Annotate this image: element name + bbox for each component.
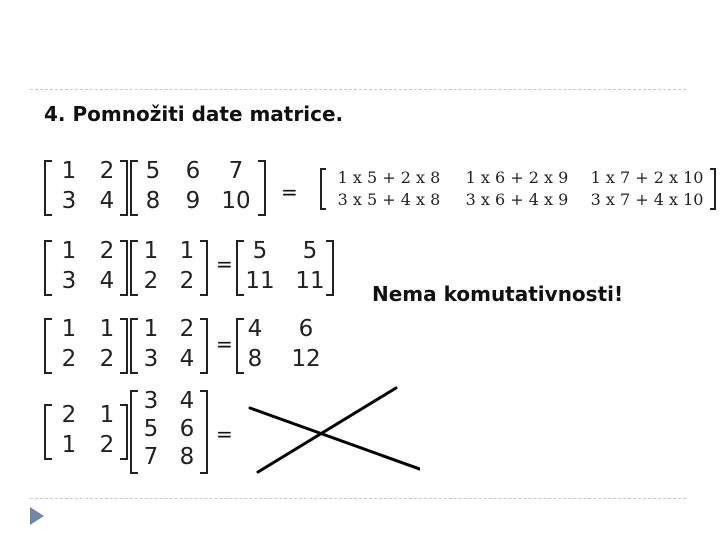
matrix-cell: 5	[145, 158, 161, 184]
matrix-cell: 3	[143, 346, 159, 372]
row2-right-matrix	[130, 240, 208, 296]
matrix-cell: 1	[143, 238, 159, 264]
row4-right-matrix	[130, 390, 208, 474]
matrix-cell: 2	[179, 268, 195, 294]
matrix-cell: 4	[99, 188, 115, 214]
matrix-cell: 6	[298, 316, 314, 342]
matrix-cell: 12	[291, 346, 321, 372]
row1-left-matrix	[44, 160, 128, 216]
equals-sign-row-4: =	[216, 422, 233, 446]
matrix-cell: 6	[179, 416, 195, 442]
matrix-cell: 1	[61, 316, 77, 342]
row3-left-matrix	[44, 318, 128, 374]
matrix-cell: 6	[185, 158, 201, 184]
bullet-arrow-icon	[30, 507, 44, 525]
matrix-cell: 8	[247, 346, 263, 372]
matrix-cell: 1 x 6 + 2 x 9	[465, 168, 569, 187]
matrix-cell: 3 x 6 + 4 x 9	[465, 190, 569, 209]
row2-result-matrix	[236, 240, 334, 296]
matrix-cell: 3 x 5 + 4 x 8	[337, 190, 441, 209]
matrix-cell: 3	[61, 188, 77, 214]
matrix-cell: 1	[61, 158, 77, 184]
matrix-cell: 1	[179, 238, 195, 264]
matrix-cell: 4	[99, 268, 115, 294]
matrix-cell: 7	[143, 444, 159, 470]
matrix-cell: 8	[145, 188, 161, 214]
matrix-cell: 2	[179, 316, 195, 342]
row1-right-matrix	[130, 160, 266, 216]
matrix-cell: 11	[245, 268, 275, 294]
row3-right-matrix	[130, 318, 208, 374]
equals-sign-row-1: =	[281, 180, 298, 204]
matrix-cell: 1	[143, 316, 159, 342]
matrix-cell: 10	[221, 188, 251, 214]
matrix-cell: 1	[99, 316, 115, 342]
matrix-cell: 4	[179, 388, 195, 414]
matrix-cell: 2	[99, 432, 115, 458]
equals-sign-row-2: =	[216, 252, 233, 276]
matrix-cell: 4	[179, 346, 195, 372]
non-commutativity-note: Nema komutativnosti!	[372, 282, 624, 306]
matrix-cell: 1	[61, 432, 77, 458]
matrix-cell: 5	[302, 238, 318, 264]
matrix-cell: 2	[99, 158, 115, 184]
matrix-cell: 3	[61, 268, 77, 294]
row1-result-matrix	[320, 168, 716, 210]
matrix-cell: 1	[61, 238, 77, 264]
matrix-cell: 5	[252, 238, 268, 264]
matrix-cell: 2	[99, 238, 115, 264]
matrix-cell: 2	[61, 346, 77, 372]
matrix-cell: 7	[228, 158, 244, 184]
matrix-cell: 3 x 7 + 4 x 10	[590, 190, 704, 209]
matrix-cell: 1	[99, 402, 115, 428]
equals-sign-row-3: =	[216, 332, 233, 356]
matrix-cell: 1 x 5 + 2 x 8	[337, 168, 441, 187]
matrix-cell: 1 x 7 + 2 x 10	[590, 168, 704, 187]
slide-title: 4. Pomnožiti date matrice.	[44, 102, 344, 126]
matrix-cell: 9	[185, 188, 201, 214]
matrix-cell: 2	[61, 402, 77, 428]
matrix-cell: 8	[179, 444, 195, 470]
matrix-cell: 2	[143, 268, 159, 294]
bottom-divider	[30, 498, 686, 499]
matrix-cell: 3	[143, 388, 159, 414]
cross-out-mark	[240, 380, 420, 480]
matrix-cell: 5	[143, 416, 159, 442]
matrix-cell: 11	[295, 268, 325, 294]
row3-result-matrix	[236, 318, 332, 374]
top-divider	[30, 89, 686, 90]
row4-left-matrix	[44, 404, 128, 460]
matrix-cell: 2	[99, 346, 115, 372]
matrix-cell: 4	[247, 316, 263, 342]
row2-left-matrix	[44, 240, 128, 296]
